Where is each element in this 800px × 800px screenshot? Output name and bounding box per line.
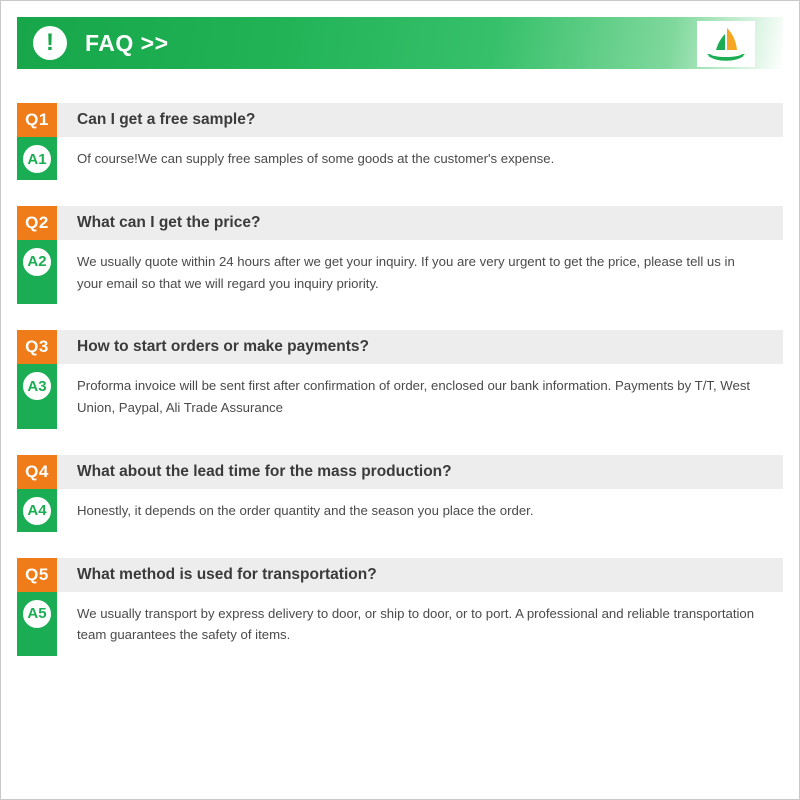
question-badge: Q1: [17, 103, 57, 137]
page-title: FAQ >>: [85, 29, 169, 56]
answer-row: [17, 137, 783, 180]
answer-badge: A2: [21, 246, 53, 278]
answer-badge-column: [17, 489, 57, 532]
sailboat-logo: [697, 21, 755, 67]
answer-text: Of course!We can supply free samples of some goods at the customer's expense.: [77, 151, 555, 166]
question-text: What can I get the price?: [77, 213, 261, 231]
exclamation-icon: !: [33, 26, 67, 60]
answer-row: [17, 489, 783, 532]
answer-text: We usually quote within 24 hours after we get your inquiry. If you are very urgent to get the price, please tell us in your email so that we will regard you inquiry priority.: [77, 253, 735, 291]
question-text: What method is used for transportation?: [77, 565, 377, 583]
question-row: [17, 206, 783, 240]
faq-item: [17, 455, 783, 532]
question-badge: Q2: [17, 206, 57, 240]
question-row: [17, 558, 783, 592]
faq-list: [17, 103, 783, 656]
answer-badge-column: [17, 592, 57, 657]
question-text: Can I get a free sample?: [77, 111, 256, 128]
faq-item: [17, 558, 783, 657]
answer-row: [17, 364, 783, 429]
question-row: [17, 455, 783, 489]
question-row: [17, 103, 783, 137]
question-text: What about the lead time for the mass production?: [77, 462, 452, 480]
question-row: [17, 330, 783, 364]
question-badge: Q5: [17, 558, 57, 592]
faq-item: [17, 103, 783, 180]
answer-badge: A4: [21, 495, 53, 527]
question-text: How to start orders or make payments?: [77, 338, 369, 356]
faq-item: [17, 206, 783, 305]
question-badge: Q3: [17, 330, 57, 364]
answer-row: [17, 240, 783, 305]
answer-badge-column: [17, 137, 57, 180]
answer-badge-column: [17, 240, 57, 305]
faq-header: [17, 17, 783, 69]
answer-badge: A5: [21, 598, 53, 630]
answer-badge: A3: [21, 370, 53, 402]
answer-text: Proforma invoice will be sent first after confirmation of order, enclosed our bank information. Payments by T/T, West Union, Paypal, Ali Trade Assurance: [77, 378, 751, 416]
answer-badge-column: [17, 364, 57, 429]
faq-item: [17, 330, 783, 429]
answer-text: Honestly, it depends on the order quantity and the season you place the order.: [77, 502, 534, 518]
sailboat-logo-icon: [703, 24, 749, 64]
question-badge: Q4: [17, 455, 57, 489]
answer-badge: A1: [21, 143, 53, 175]
answer-row: [17, 592, 783, 657]
answer-text: We usually transport by express delivery to door, or ship to door, or to port. A professional and reliable transportation team guarantees the safety of items.: [77, 605, 755, 643]
